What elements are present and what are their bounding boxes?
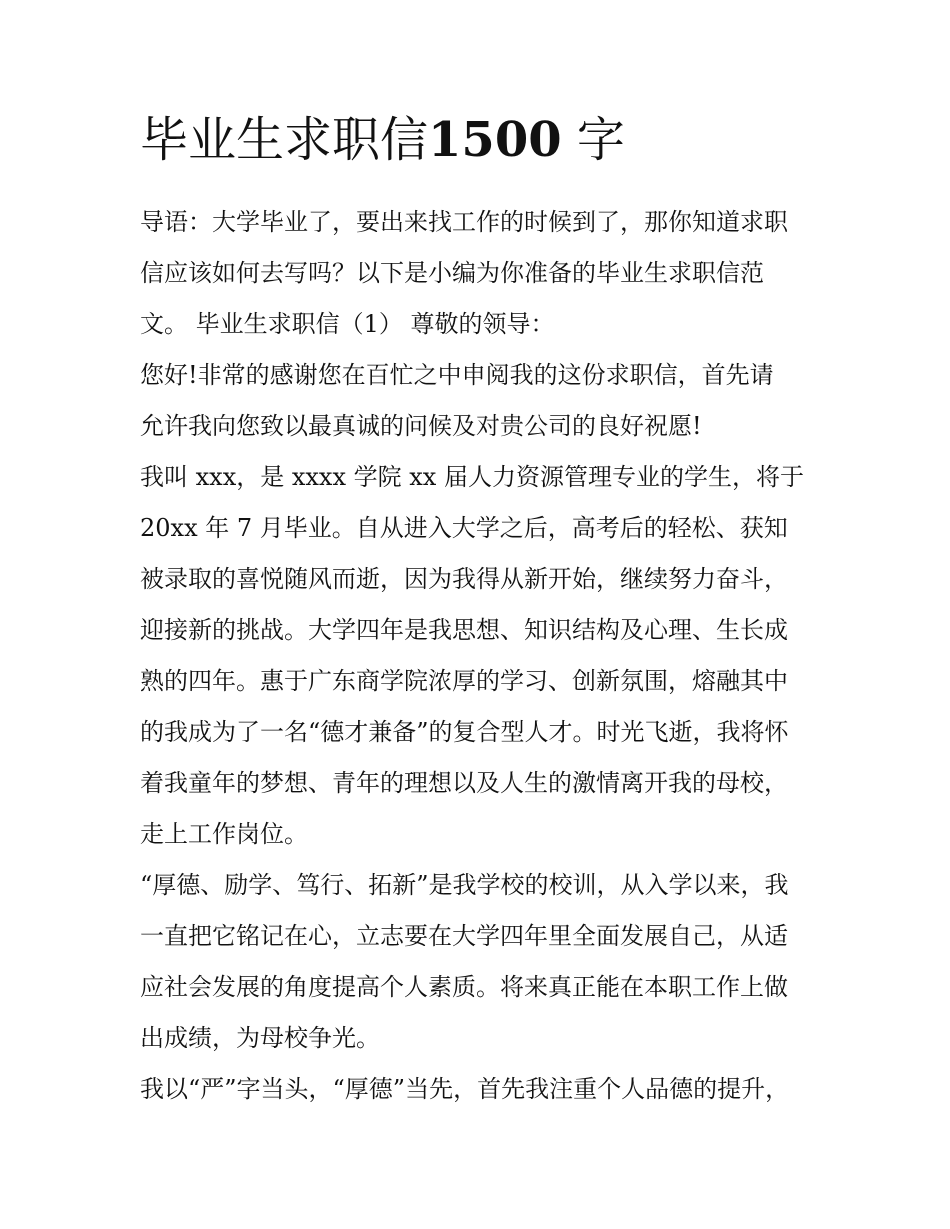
body-line: 您好!非常的感谢您在百忙之中申阅我的这份求职信，首先请	[140, 361, 774, 389]
document-body	[140, 197, 820, 1115]
body-line: 一直把它铭记在心，立志要在大学四年里全面发展自己，从适	[140, 922, 788, 950]
body-line: 文。 毕业生求职信（1） 尊敬的领导：	[140, 310, 555, 338]
body-line: 我以“严”字当头，“厚德”当先，首先我注重个人品德的提升，	[140, 1075, 790, 1103]
body-line: 我叫 xxx，是 xxxx 学院 xx 届人力资源管理专业的学生，将于	[140, 463, 804, 491]
title-main: 毕业生求职信	[140, 112, 429, 168]
title-suffix: 字	[576, 112, 625, 168]
body-line: 着我童年的梦想、青年的理想以及人生的激情离开我的母校，	[140, 769, 788, 797]
body-line: 走上工作岗位。	[140, 820, 308, 848]
body-line: 允许我向您致以最真诚的问候及对贵公司的良好祝愿!	[140, 412, 702, 440]
body-line: 出成绩，为母校争光。	[140, 1024, 380, 1052]
body-line: 的我成为了一名“德才兼备”的复合型人才。时光飞逝，我将怀	[140, 718, 789, 746]
body-line: 信应该如何去写吗？以下是小编为你准备的毕业生求职信范	[140, 259, 764, 287]
body-line: “厚德、励学、笃行、拓新”是我学校的校训，从入学以来，我	[140, 871, 789, 899]
title-number: 1500	[428, 112, 562, 168]
document-title	[140, 112, 625, 170]
body-line: 应社会发展的角度提高个人素质。将来真正能在本职工作上做	[140, 973, 788, 1001]
body-line: 导语：大学毕业了，要出来找工作的时候到了，那你知道求职	[140, 208, 788, 236]
body-line: 被录取的喜悦随风而逝，因为我得从新开始，继续努力奋斗，	[140, 565, 788, 593]
body-line: 20xx 年 7 月毕业。自从进入大学之后，高考后的轻松、获知	[140, 514, 788, 542]
body-line: 迎接新的挑战。大学四年是我思想、知识结构及心理、生长成	[140, 616, 788, 644]
body-line: 熟的四年。惠于广东商学院浓厚的学习、创新氛围，熔融其中	[140, 667, 788, 695]
